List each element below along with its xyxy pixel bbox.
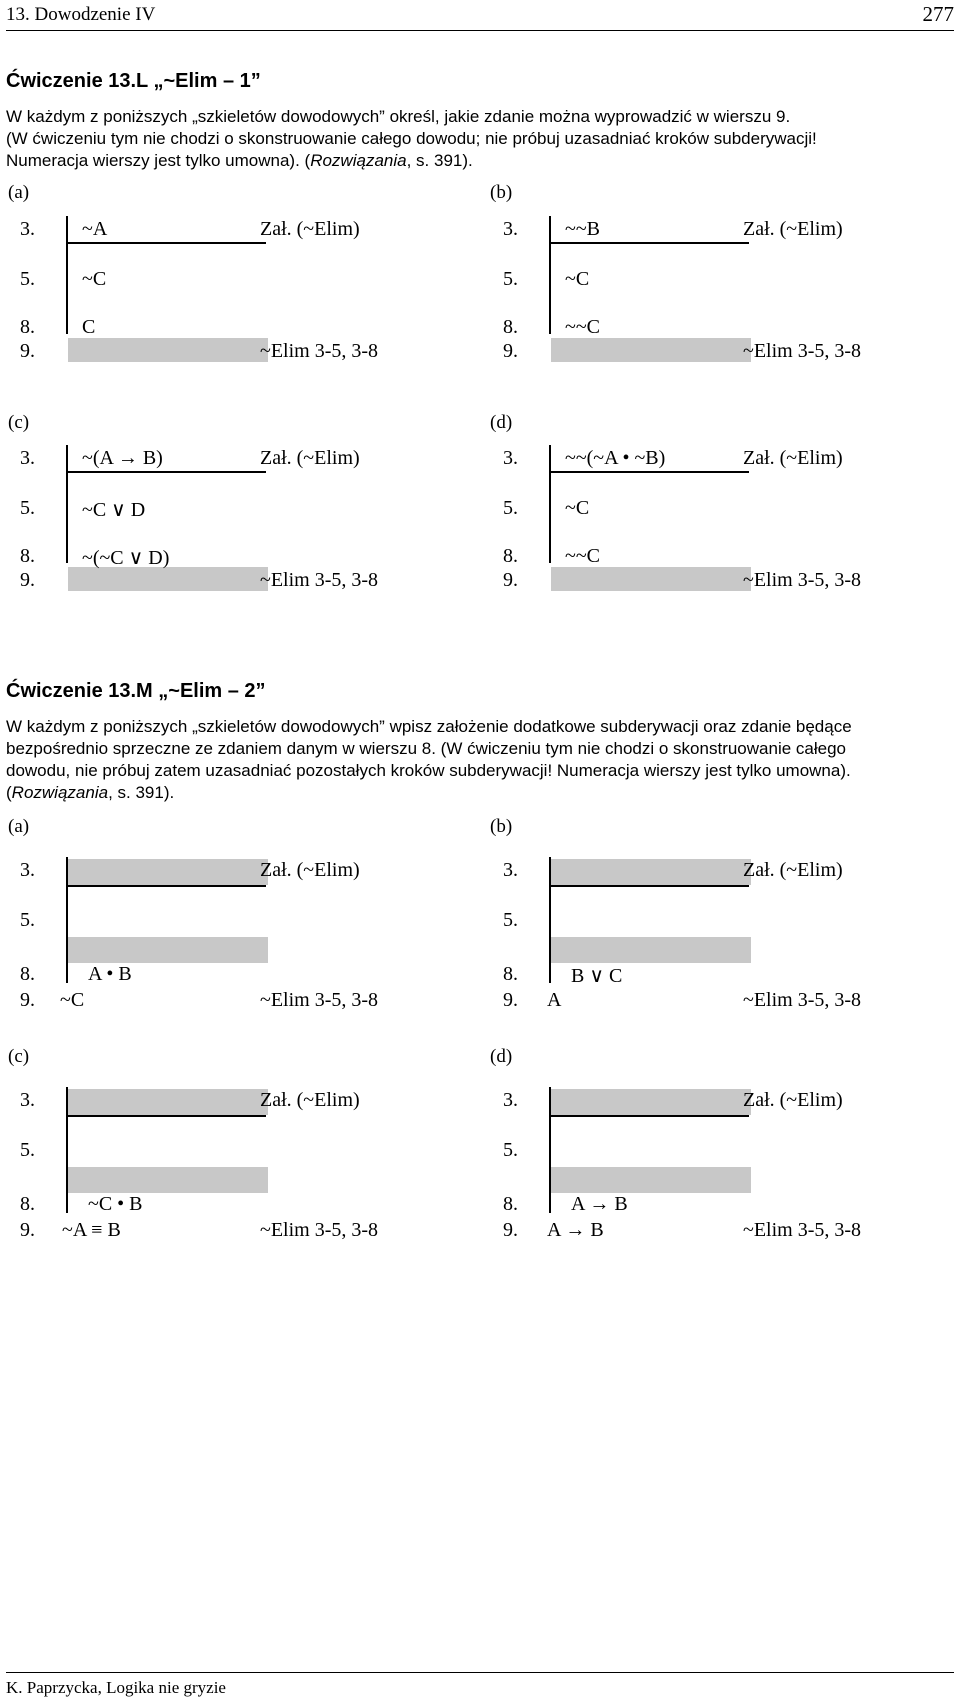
solutions-reference: Rozwiązania: [11, 783, 109, 802]
proof-skeleton: [20, 855, 440, 1035]
justification: ~Elim 3-5, 3-8: [743, 569, 862, 591]
assumption-blank: [68, 1089, 268, 1115]
justification: ~Elim 3-5, 3-8: [743, 989, 862, 1011]
proof-label: (b): [490, 816, 513, 837]
line-number: 9.: [503, 569, 518, 591]
line-number: 3.: [20, 218, 35, 240]
assumption-blank: [551, 1089, 751, 1115]
proof-label: (c): [8, 412, 30, 433]
assumption-underline: [66, 1115, 266, 1117]
instruction-line: W każdym z poniższych „szkieletów dowodowych” wpisz założenie dodatkowe subderywacji oraz zdanie będące: [6, 717, 852, 736]
formula: ~~B: [565, 218, 600, 240]
justification: ~Elim 3-5, 3-8: [260, 340, 379, 362]
exercise-title: Ćwiczenie 13.M „~Elim – 2”: [6, 680, 266, 702]
line-number: 5.: [20, 1139, 35, 1161]
assumption-blank: [551, 859, 751, 885]
line-number: 5.: [503, 268, 518, 290]
contradiction-blank: [551, 1167, 751, 1193]
assumption-underline: [549, 471, 749, 473]
answer-blank: [68, 567, 268, 591]
justification: Zał. (~Elim): [260, 218, 360, 240]
page-number: 277: [922, 2, 954, 26]
line-number: 5.: [503, 497, 518, 519]
solutions-reference: Rozwiązania: [310, 151, 407, 170]
assumption-underline: [549, 242, 749, 244]
formula: ~(~C ∨ D): [82, 547, 170, 569]
justification: Zał. (~Elim): [743, 218, 843, 240]
formula: C: [82, 316, 96, 338]
formula: ~C ∨ D: [82, 499, 146, 521]
justification: Zał. (~Elim): [260, 859, 360, 881]
line-number: 9.: [503, 989, 518, 1011]
proof-label: (a): [8, 182, 30, 203]
instruction-line: W każdym z poniższych „szkieletów dowodowych” określ, jakie zdanie można wyprowadzić w wierszu 9.: [6, 107, 791, 126]
assumption-blank: [68, 859, 268, 885]
answer-blank: [551, 338, 751, 362]
exercise-instructions: [6, 716, 954, 804]
line-number: 8.: [20, 963, 35, 985]
proof-label: (a): [8, 816, 30, 837]
formula: ~A: [82, 218, 108, 240]
line-number: 9.: [20, 340, 35, 362]
assumption-underline: [66, 242, 266, 244]
line-number: 9.: [20, 989, 35, 1011]
proof-skeleton: [20, 1085, 440, 1265]
exercise-instructions: [6, 106, 954, 172]
answer-blank: [68, 338, 268, 362]
line-number: 8.: [20, 316, 35, 338]
justification: Zał. (~Elim): [743, 447, 843, 469]
justification: Zał. (~Elim): [260, 1089, 360, 1111]
line-number: 9.: [503, 340, 518, 362]
proof-label: (c): [8, 1046, 30, 1067]
assumption-underline: [66, 885, 266, 887]
line-number: 5.: [20, 497, 35, 519]
chapter-title: 13. Dowodzenie IV: [6, 4, 156, 25]
proof-skeleton: [503, 212, 923, 392]
contradiction-blank: [68, 937, 268, 963]
running-header: [6, 0, 954, 31]
subderivation-scope-line: [549, 445, 551, 563]
formula: ~C: [60, 989, 85, 1011]
line-number: 3.: [503, 218, 518, 240]
instruction-line: Numeracja wierszy jest tylko umowna). (Rozwiązania, s. 391).: [6, 151, 473, 170]
justification: ~Elim 3-5, 3-8: [743, 1219, 862, 1241]
proof-skeleton: [503, 441, 923, 621]
line-number: 3.: [503, 447, 518, 469]
line-number: 8.: [503, 1193, 518, 1215]
contradiction-blank: [551, 937, 751, 963]
proof-skeleton: [20, 212, 440, 392]
formula: ~~C: [565, 316, 600, 338]
formula: ~~(~A • ~B): [565, 447, 666, 469]
formula: ~C: [565, 268, 590, 290]
formula: A • B: [88, 963, 132, 985]
line-number: 3.: [20, 1089, 35, 1111]
proof-label: (d): [490, 412, 513, 433]
line-number: 5.: [20, 268, 35, 290]
proof-label: (d): [490, 1046, 513, 1067]
formula: ~A ≡ B: [62, 1219, 121, 1241]
subderivation-scope-line: [66, 216, 68, 334]
instruction-line: bezpośrednio sprzeczne ze zdaniem danym w wierszu 8. (W ćwiczeniu tym nie chodzi o skonstruowanie całego: [6, 739, 846, 758]
proof-skeleton: [503, 1085, 923, 1265]
formula: A: [547, 989, 562, 1011]
line-number: 3.: [503, 859, 518, 881]
formula: A → B: [571, 1193, 628, 1215]
line-number: 8.: [20, 545, 35, 567]
formula: A → B: [547, 1219, 604, 1241]
instruction-line: (Rozwiązania, s. 391).: [6, 783, 175, 802]
proof-skeleton: [20, 441, 440, 621]
assumption-underline: [549, 885, 749, 887]
assumption-underline: [66, 471, 266, 473]
justification: Zał. (~Elim): [743, 1089, 843, 1111]
formula: B ∨ C: [571, 965, 623, 987]
line-number: 5.: [503, 1139, 518, 1161]
exercise-title: Ćwiczenie 13.L „~Elim – 1”: [6, 70, 261, 92]
answer-blank: [551, 567, 751, 591]
line-number: 5.: [503, 909, 518, 931]
line-number: 8.: [503, 316, 518, 338]
subderivation-scope-line: [66, 445, 68, 563]
proof-skeleton: [503, 855, 923, 1035]
formula: ~C: [565, 497, 590, 519]
line-number: 9.: [503, 1219, 518, 1241]
proof-label: (b): [490, 182, 513, 203]
line-number: 8.: [20, 1193, 35, 1215]
justification: ~Elim 3-5, 3-8: [260, 989, 379, 1011]
formula: ~C: [82, 268, 107, 290]
line-number: 8.: [503, 545, 518, 567]
footer-credit: K. Paprzycka, Logika nie gryzie: [6, 1678, 226, 1697]
line-number: 5.: [20, 909, 35, 931]
justification: ~Elim 3-5, 3-8: [743, 340, 862, 362]
line-number: 3.: [503, 1089, 518, 1111]
instruction-line: (W ćwiczeniu tym nie chodzi o skonstruowanie całego dowodu; nie próbuj uzasadniać kroków subderywacji!: [6, 129, 817, 148]
assumption-underline: [549, 1115, 749, 1117]
contradiction-blank: [68, 1167, 268, 1193]
justification: ~Elim 3-5, 3-8: [260, 569, 379, 591]
justification: Zał. (~Elim): [260, 447, 360, 469]
formula: ~C • B: [88, 1193, 143, 1215]
justification: ~Elim 3-5, 3-8: [260, 1219, 379, 1241]
subderivation-scope-line: [549, 216, 551, 334]
line-number: 3.: [20, 859, 35, 881]
formula: ~~C: [565, 545, 600, 567]
line-number: 8.: [503, 963, 518, 985]
instruction-line: dowodu, nie próbuj zatem uzasadniać pozostałych kroków subderywacji! Numeracja wierszy jest tylko umowna).: [6, 761, 851, 780]
formula: ~(A → B): [82, 447, 163, 469]
line-number: 9.: [20, 569, 35, 591]
justification: Zał. (~Elim): [743, 859, 843, 881]
line-number: 3.: [20, 447, 35, 469]
footer-rule: [6, 1672, 954, 1673]
line-number: 9.: [20, 1219, 35, 1241]
